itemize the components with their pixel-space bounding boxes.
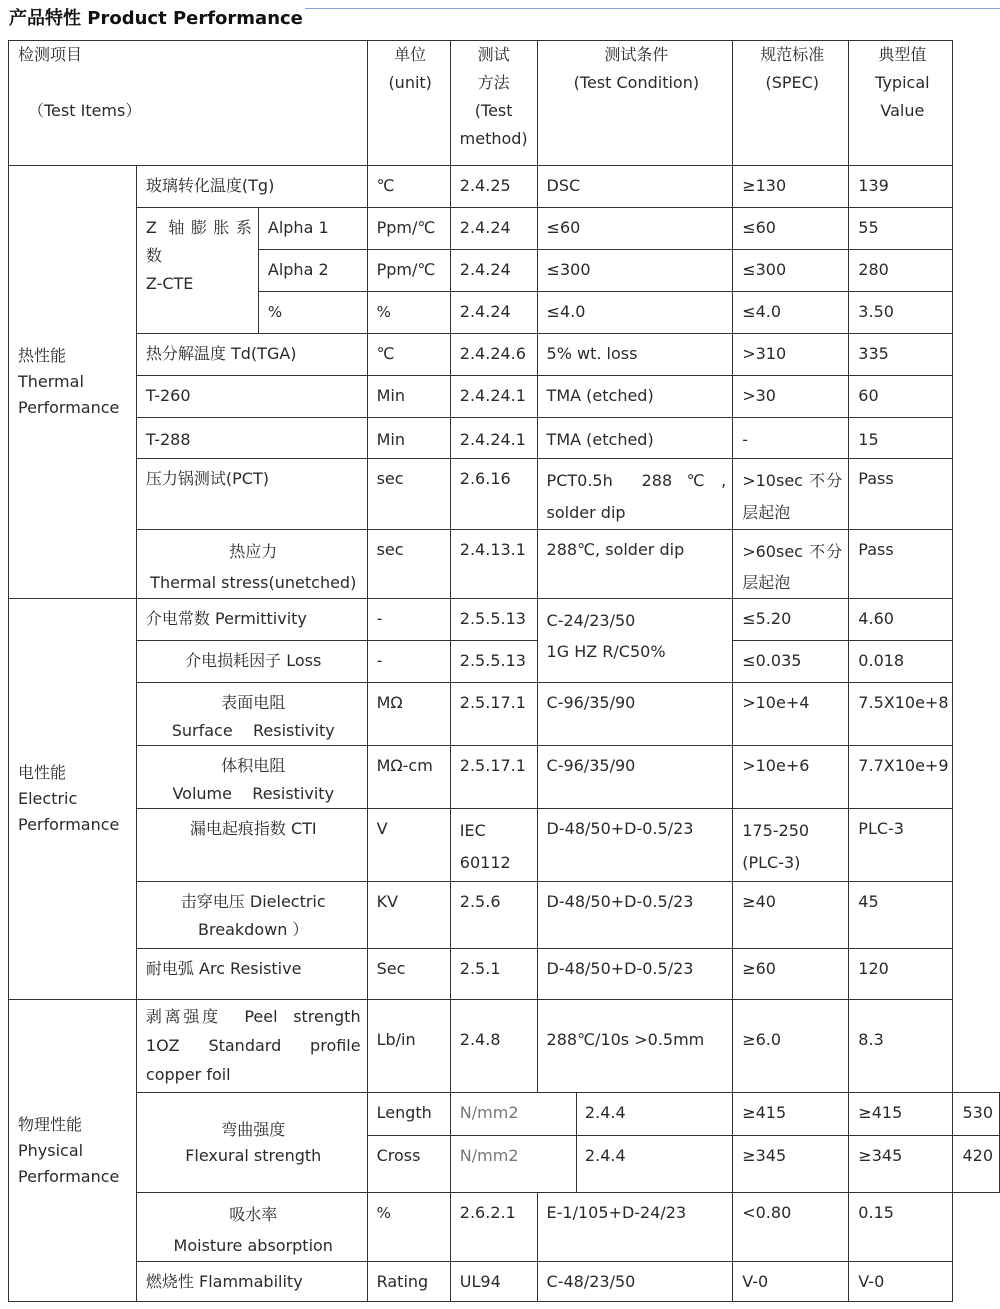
t260-unit: Min — [367, 376, 450, 418]
peel-item-2: 1OZ Standard profile — [145, 1036, 361, 1055]
length-item: Length — [367, 1093, 450, 1136]
header-condition-en: (Test Condition) — [573, 73, 700, 92]
loss-unit: - — [367, 641, 450, 683]
loss-method: 2.5.5.13 — [450, 641, 537, 683]
table-row — [9, 599, 1000, 641]
flex-label-cn: 弯曲强度 — [221, 1119, 286, 1139]
alpha2-spec: ≤300 — [733, 250, 849, 292]
stress-condition: 288℃, solder dip — [537, 530, 733, 599]
tg-method: 2.4.25 — [450, 166, 537, 208]
table-row — [9, 166, 1000, 208]
header-condition — [537, 41, 733, 166]
tg-typical: 139 — [849, 166, 953, 208]
table-row — [9, 1093, 1000, 1136]
group-physical-en-2: Performance — [18, 1166, 120, 1186]
percent-condition: ≤4.0 — [537, 292, 733, 334]
breakdown-method: 2.5.6 — [450, 882, 537, 949]
breakdown-item-2: Breakdown ） — [198, 920, 309, 939]
loss-item: 介电损耗因子 Loss — [136, 641, 367, 683]
group-electric-en-2: Performance — [18, 815, 120, 834]
table-row — [9, 208, 1000, 250]
length-method: 2.4.4 — [576, 1093, 732, 1136]
td-method: 2.4.24.6 — [450, 334, 537, 376]
percent-item: % — [258, 292, 367, 334]
surface-typical: 7.5X10e+8 — [849, 683, 953, 746]
moisture-condition: E-1/105+D-24/23 — [537, 1193, 733, 1262]
cti-unit: V — [367, 809, 450, 882]
product-performance-table — [8, 40, 1000, 1302]
peel-spec: ≥6.0 — [733, 1000, 849, 1093]
peel-item-3: copper foil — [145, 1065, 231, 1084]
arc-spec: ≥60 — [733, 949, 849, 1000]
volume-condition: C-96/35/90 — [537, 746, 733, 809]
zcte-label-1: Z 轴膨胀系 — [145, 218, 252, 237]
stress-spec — [733, 530, 849, 599]
header-typical-en-1: Typical — [875, 73, 930, 92]
cti-spec-2: (PLC-3) — [742, 853, 801, 872]
table-row — [9, 418, 1000, 459]
volume-item-en: Volume Resistivity — [172, 784, 335, 803]
header-method-2: 方法 — [477, 73, 510, 92]
t288-item: T-288 — [136, 418, 367, 459]
alpha2-item: Alpha 2 — [258, 250, 367, 292]
cti-condition: D-48/50+D-0.5/23 — [537, 809, 733, 882]
stress-item-en: Thermal stress(unetched) — [150, 573, 357, 592]
group-physical-cn: 物理性能 — [18, 1114, 83, 1134]
cross-method: 2.4.4 — [576, 1136, 732, 1193]
cross-item: Cross — [367, 1136, 450, 1193]
alpha2-method: 2.4.24 — [450, 250, 537, 292]
header-unit — [367, 41, 450, 166]
surface-condition: C-96/35/90 — [537, 683, 733, 746]
td-spec: >310 — [733, 334, 849, 376]
group-thermal — [9, 166, 137, 599]
page-title: 产品特性 Product Performance — [9, 8, 303, 29]
stress-item — [136, 530, 367, 599]
group-electric — [9, 599, 137, 1000]
peel-typical: 8.3 — [849, 1000, 953, 1093]
header-condition-cn: 测试条件 — [604, 45, 669, 64]
alpha1-typical: 55 — [849, 208, 953, 250]
pct-unit: sec — [367, 459, 450, 530]
header-spec — [733, 41, 849, 166]
cti-method — [450, 809, 537, 882]
flex-label — [136, 1093, 367, 1193]
group-physical — [9, 1000, 137, 1302]
peel-item — [136, 1000, 367, 1093]
t288-spec: - — [733, 418, 849, 459]
breakdown-unit: KV — [367, 882, 450, 949]
cross-spec: ≥345 — [849, 1136, 953, 1193]
moisture-unit: % — [367, 1193, 450, 1262]
stress-unit: sec — [367, 530, 450, 599]
volume-item-cn: 体积电阻 — [221, 756, 286, 775]
t260-condition: TMA (etched) — [537, 376, 733, 418]
peel-method: 2.4.8 — [450, 1000, 537, 1093]
zcte-label-2: 数 — [145, 246, 162, 265]
alpha2-condition: ≤300 — [537, 250, 733, 292]
moisture-method: 2.6.2.1 — [450, 1193, 537, 1262]
breakdown-typical: 45 — [849, 882, 953, 949]
pct-spec-2: 层起泡 — [742, 503, 791, 522]
length-typical: 530 — [953, 1093, 1000, 1136]
alpha2-typical: 280 — [849, 250, 953, 292]
permittivity-method: 2.5.5.13 — [450, 599, 537, 641]
volume-method: 2.5.17.1 — [450, 746, 537, 809]
header-test-items — [9, 41, 368, 166]
header-items-cn: 检测项目 — [18, 45, 83, 64]
td-typical: 335 — [849, 334, 953, 376]
surface-method: 2.5.17.1 — [450, 683, 537, 746]
length-condition: ≥415 — [733, 1093, 849, 1136]
zcte-label-3: Z-CTE — [145, 274, 194, 293]
header-unit-cn: 单位 — [394, 45, 427, 64]
t260-item: T-260 — [136, 376, 367, 418]
header-spec-cn: 规范标准 — [760, 45, 825, 64]
permittivity-spec: ≤5.20 — [733, 599, 849, 641]
pct-condition-2: solder dip — [546, 503, 626, 522]
tg-condition: DSC — [537, 166, 733, 208]
permittivity-typical: 4.60 — [849, 599, 953, 641]
td-unit: ℃ — [367, 334, 450, 376]
tg-item: 玻璃转化温度(Tg) — [136, 166, 367, 208]
peel-item-1: 剥离强度 Peel strength — [145, 1007, 361, 1026]
header-typical-cn: 典型值 — [878, 45, 927, 64]
header-method-3: (Test — [474, 101, 513, 120]
cross-unit: N/mm2 — [450, 1136, 576, 1193]
peel-unit: Lb/in — [367, 1000, 450, 1093]
td-condition: 5% wt. loss — [537, 334, 733, 376]
stress-item-cn: 热应力 — [229, 542, 278, 561]
t260-method: 2.4.24.1 — [450, 376, 537, 418]
dielectric-condition-2: 1G HZ R/C50% — [546, 642, 666, 661]
table-row — [9, 949, 1000, 1000]
volume-item — [136, 746, 367, 809]
group-electric-en-1: Electric — [18, 789, 78, 808]
td-item: 热分解温度 Td(TGA) — [136, 334, 367, 376]
flammability-item: 燃烧性 Flammability — [136, 1262, 367, 1302]
breakdown-condition: D-48/50+D-0.5/23 — [537, 882, 733, 949]
loss-spec: ≤0.035 — [733, 641, 849, 683]
moisture-item — [136, 1193, 367, 1262]
table-row — [9, 641, 1000, 683]
t288-condition: TMA (etched) — [537, 418, 733, 459]
cti-spec — [733, 809, 849, 882]
group-thermal-en-1: Thermal — [18, 372, 84, 391]
arc-method: 2.5.1 — [450, 949, 537, 1000]
cti-method-2: 60112 — [459, 853, 511, 872]
flammability-method: UL94 — [450, 1262, 537, 1302]
zcte-label — [136, 208, 258, 334]
breakdown-item — [136, 882, 367, 949]
header-typical-en-2: Value — [880, 101, 925, 120]
header-method-1: 测试 — [477, 45, 510, 64]
header-method-4: method) — [459, 129, 528, 148]
moisture-typical: 0.15 — [849, 1193, 953, 1262]
flex-label-en: Flexural strength — [185, 1145, 322, 1165]
peel-condition: 288℃/10s >0.5mm — [537, 1000, 733, 1093]
table-row — [9, 809, 1000, 882]
arc-item: 耐电弧 Arc Resistive — [136, 949, 367, 1000]
arc-unit: Sec — [367, 949, 450, 1000]
cti-typical: PLC-3 — [849, 809, 953, 882]
cross-typical: 420 — [953, 1136, 1000, 1193]
flammability-typical: V-0 — [849, 1262, 953, 1302]
table-row — [9, 1262, 1000, 1302]
stress-spec-1: >60sec 不分 — [742, 542, 843, 561]
volume-unit: MΩ-cm — [367, 746, 450, 809]
table-row — [9, 459, 1000, 530]
t260-typical: 60 — [849, 376, 953, 418]
alpha1-unit: Ppm/℃ — [367, 208, 450, 250]
pct-item: 压力锅测试(PCT) — [136, 459, 367, 530]
header-spec-en: (SPEC) — [765, 73, 820, 92]
surface-item-en: Surface Resistivity — [171, 721, 335, 740]
table-row — [9, 1000, 1000, 1093]
cti-item: 漏电起痕指数 CTI — [136, 809, 367, 882]
table-row — [9, 376, 1000, 418]
tg-unit: ℃ — [367, 166, 450, 208]
percent-typical: 3.50 — [849, 292, 953, 334]
cross-condition: ≥345 — [733, 1136, 849, 1193]
table-row — [9, 530, 1000, 599]
flammability-condition: C-48/23/50 — [537, 1262, 733, 1302]
surface-item — [136, 683, 367, 746]
pct-spec-1: >10sec 不分 — [742, 471, 843, 490]
loss-typical: 0.018 — [849, 641, 953, 683]
tg-spec: ≥130 — [733, 166, 849, 208]
length-spec: ≥415 — [849, 1093, 953, 1136]
volume-spec: >10e+6 — [733, 746, 849, 809]
alpha1-method: 2.4.24 — [450, 208, 537, 250]
alpha2-unit: Ppm/℃ — [367, 250, 450, 292]
permittivity-unit: - — [367, 599, 450, 641]
alpha1-item: Alpha 1 — [258, 208, 367, 250]
t260-spec: >30 — [733, 376, 849, 418]
header-items-en: （Test Items） — [28, 101, 142, 120]
table-row — [9, 683, 1000, 746]
moisture-item-en: Moisture absorption — [173, 1236, 333, 1255]
arc-typical: 120 — [849, 949, 953, 1000]
surface-spec: >10e+4 — [733, 683, 849, 746]
cti-method-1: IEC — [459, 821, 486, 840]
surface-unit: MΩ — [367, 683, 450, 746]
pct-condition — [537, 459, 733, 530]
pct-spec — [733, 459, 849, 530]
permittivity-item: 介电常数 Permittivity — [136, 599, 367, 641]
header-unit-en: (unit) — [388, 73, 432, 92]
table-header-row — [9, 41, 1000, 166]
breakdown-item-1: 击穿电压 Dielectric — [180, 892, 326, 911]
percent-unit: % — [367, 292, 450, 334]
pct-condition-1: PCT0.5h 288 ℃ , — [546, 471, 727, 490]
t288-unit: Min — [367, 418, 450, 459]
percent-method: 2.4.24 — [450, 292, 537, 334]
surface-item-cn: 表面电阻 — [221, 693, 286, 712]
pct-typical: Pass — [849, 459, 953, 530]
dielectric-condition-1: C-24/23/50 — [546, 611, 636, 630]
group-electric-cn: 电性能 — [18, 763, 67, 782]
alpha1-condition: ≤60 — [537, 208, 733, 250]
table-row — [9, 1193, 1000, 1262]
moisture-item-cn: 吸水率 — [229, 1205, 278, 1224]
flammability-unit: Rating — [367, 1262, 450, 1302]
stress-spec-2: 层起泡 — [742, 573, 791, 592]
breakdown-spec: ≥40 — [733, 882, 849, 949]
table-row — [9, 334, 1000, 376]
t288-typical: 15 — [849, 418, 953, 459]
arc-condition: D-48/50+D-0.5/23 — [537, 949, 733, 1000]
percent-spec: ≤4.0 — [733, 292, 849, 334]
t288-method: 2.4.24.1 — [450, 418, 537, 459]
flammability-spec: V-0 — [733, 1262, 849, 1302]
table-row — [9, 746, 1000, 809]
header-method — [450, 41, 537, 166]
stress-typical: Pass — [849, 530, 953, 599]
moisture-spec: <0.80 — [733, 1193, 849, 1262]
cti-spec-1: 175-250 — [742, 821, 810, 840]
dielectric-condition — [537, 599, 733, 683]
group-thermal-en-2: Performance — [18, 398, 120, 417]
alpha1-spec: ≤60 — [733, 208, 849, 250]
table-row — [9, 882, 1000, 949]
group-physical-en-1: Physical — [18, 1140, 84, 1160]
pct-method: 2.6.16 — [450, 459, 537, 530]
header-typical — [849, 41, 953, 166]
group-thermal-cn: 热性能 — [18, 346, 67, 365]
length-unit: N/mm2 — [450, 1093, 576, 1136]
volume-typical: 7.7X10e+9 — [849, 746, 953, 809]
stress-method: 2.4.13.1 — [450, 530, 537, 599]
